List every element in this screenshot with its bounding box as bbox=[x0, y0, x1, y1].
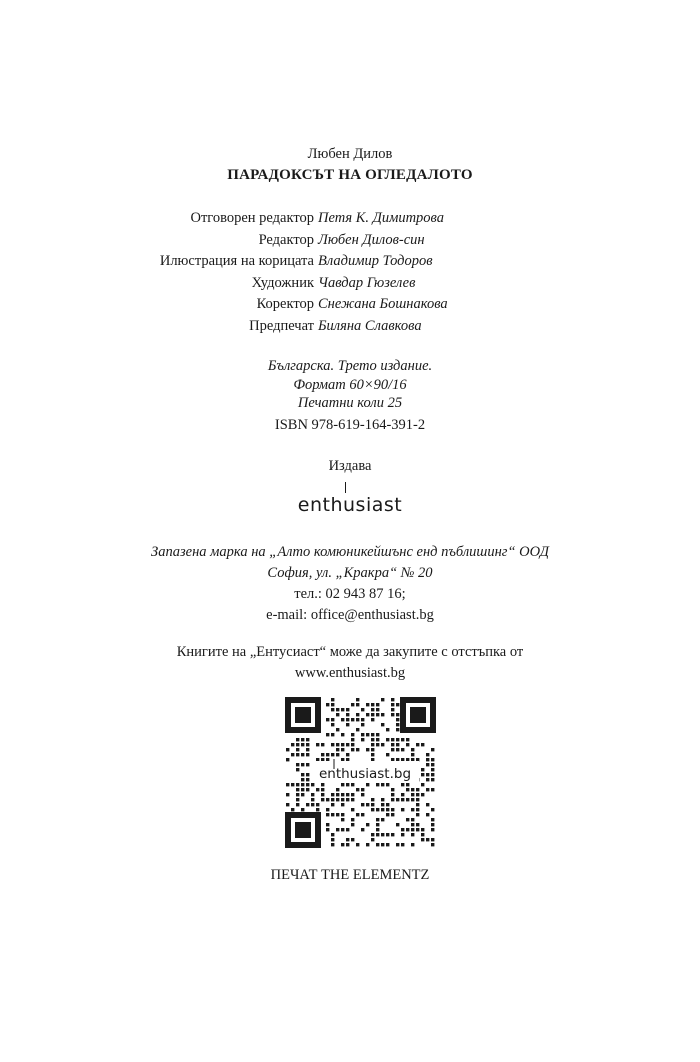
qr-code-icon bbox=[285, 697, 436, 848]
credit-role: Отговорен редактор bbox=[190, 210, 314, 226]
credit-name: Любен Дилов-син bbox=[318, 232, 425, 248]
credit-line bbox=[0, 294, 700, 314]
credit-line bbox=[0, 251, 700, 271]
publisher-label: Издава bbox=[328, 458, 372, 474]
credit-role: Коректор bbox=[256, 296, 314, 312]
credit-line bbox=[0, 316, 700, 336]
address-line: София, ул. „Кракра“ № 20 bbox=[267, 565, 433, 581]
credit-role: Редактор bbox=[258, 232, 314, 248]
credit-line bbox=[0, 230, 700, 250]
qr-label: enthusiast.bg bbox=[318, 766, 412, 782]
phone-line: тел.: 02 943 87 16; bbox=[294, 586, 406, 602]
credit-name: Владимир Тодоров bbox=[318, 253, 433, 269]
discount-line: Книгите на „Ентусиаст“ може да закупите с отстъпка от bbox=[176, 644, 524, 660]
publisher-logo bbox=[0, 494, 700, 516]
logo-stroke bbox=[345, 482, 346, 493]
printer-line: ПЕЧАТ THE ELEMENTZ bbox=[270, 867, 430, 883]
credit-line bbox=[0, 273, 700, 293]
author-name: Любен Дилов bbox=[307, 146, 393, 162]
credit-name: Чавдар Гюзелев bbox=[318, 275, 416, 291]
format-line: Формат 60×90/16 bbox=[293, 377, 407, 393]
credit-name: Биляна Славкова bbox=[318, 318, 422, 334]
book-title: ПАРАДОКСЪТ НА ОГЛЕДАЛОТО bbox=[227, 167, 473, 183]
credit-name: Петя К. Димитрова bbox=[318, 210, 445, 226]
edition-line: Българска. Трето издание. bbox=[267, 358, 433, 374]
logo-text: enthusiast bbox=[297, 494, 403, 516]
credit-line bbox=[0, 208, 700, 228]
credit-role: Илюстрация на корицата bbox=[159, 253, 314, 269]
isbn: ISBN 978-619-164-391-2 bbox=[274, 417, 426, 433]
printing-sheets-line: Печатни коли 25 bbox=[297, 395, 403, 411]
credit-role: Художник bbox=[251, 275, 314, 291]
email-line: e-mail: office@enthusiast.bg bbox=[266, 607, 434, 623]
discount-url: www.enthusiast.bg bbox=[294, 665, 406, 681]
trademark-line: Запазена марка на „Алто комюникейшънс енд пъблишинг“ ООД bbox=[151, 544, 549, 560]
credit-role: Предпечат bbox=[249, 318, 314, 334]
credit-name: Снежана Бошнакова bbox=[318, 296, 448, 312]
